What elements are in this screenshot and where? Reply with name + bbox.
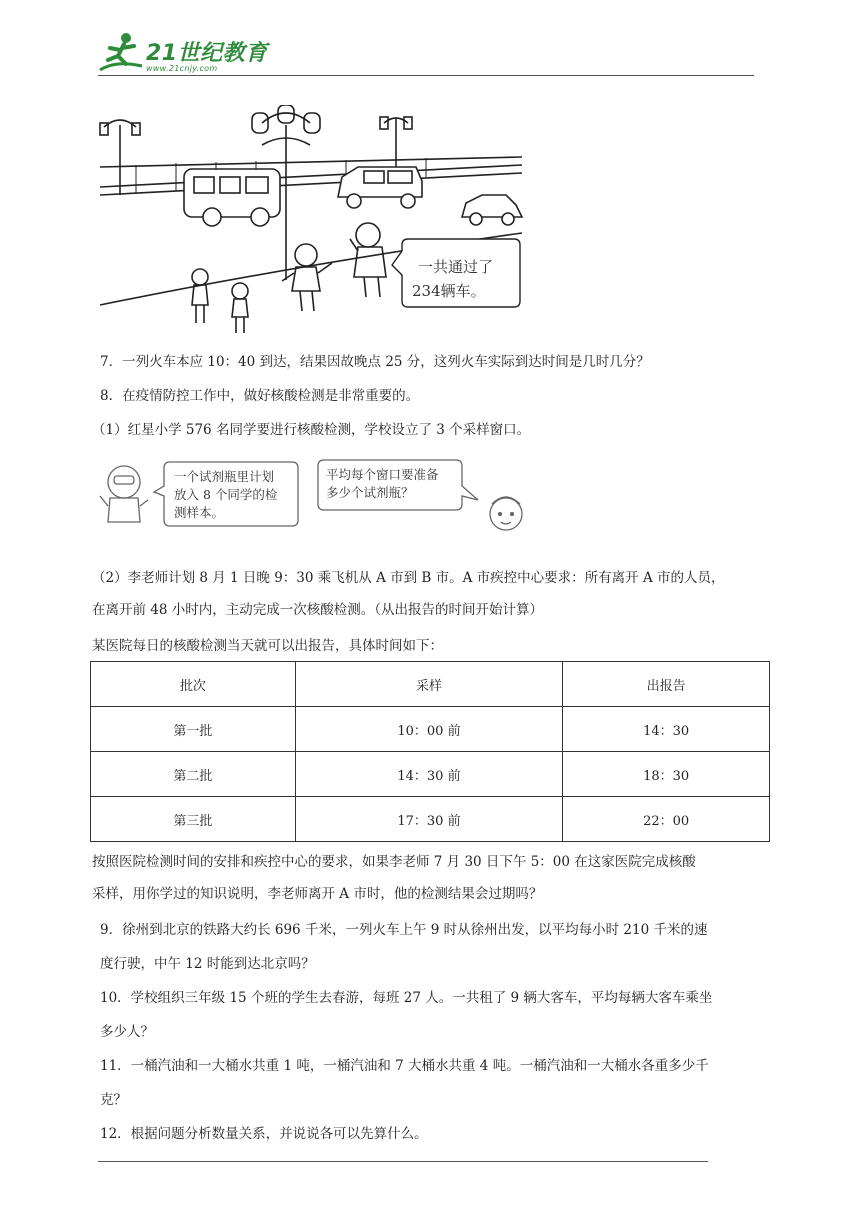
question-8-title: 8．在疫情防控工作中，做好核酸检测是非常重要的。: [100, 388, 420, 404]
girl-icon: [490, 497, 522, 530]
bubble-left-line3: 测样本。: [174, 505, 225, 520]
logo-url: www.21cnjy.com: [146, 64, 218, 73]
table-cell: 第二批: [91, 752, 296, 797]
table-row: [91, 752, 770, 797]
speech-bubble-line1: 一共通过了: [418, 258, 494, 276]
table-header-cell: 采样: [295, 662, 563, 707]
question-9-line1: 9．徐州到北京的铁路大约长 696 千米，一列火车上午 9 时从徐州出发，以平均每小时 210 千米的速: [100, 922, 708, 938]
question-7: 7．一列火车本应 10：40 到达，结果因故晚点 25 分，这列火车实际到达时间是几时几分？: [100, 354, 650, 370]
table-cell: 17：30 前: [295, 797, 563, 842]
table-cell: 14：30: [563, 707, 770, 752]
question-11-line1: 11．一桶汽油和一大桶水共重 1 吨，一桶汽油和 7 大桶水共重 4 吨。一桶汽油和一大桶水各重多少千: [100, 1058, 709, 1074]
table-header-row: [91, 662, 770, 707]
table-header-cell: 批次: [91, 662, 296, 707]
table-cell: 14：30 前: [295, 752, 563, 797]
schedule-table: [90, 661, 770, 842]
bubble-left-line2: 放入 8 个同学的检: [174, 487, 278, 502]
testing-dialogue-illustration: [96, 456, 526, 538]
logo-text: 21世纪教育: [146, 41, 268, 66]
header-rule: [98, 75, 754, 76]
table-row: [91, 797, 770, 842]
footer-rule: [98, 1161, 708, 1162]
table-cell: 10：00 前: [295, 707, 563, 752]
question-8-part2-line2: 在离开前 48 小时内，主动完成一次核酸检测。（从出报告的时间开始计算）: [92, 602, 544, 618]
question-8-after-line2: 采样，用你学过的知识说明，李老师离开 A 市时，他的检测结果会过期吗？: [92, 886, 543, 902]
bubble-right-line2: 多少个试剂瓶？: [326, 485, 414, 500]
table-row: [91, 707, 770, 752]
street-scene-illustration: [96, 105, 526, 340]
question-8-part2-line1: （2）李老师计划 8 月 1 日晚 9：30 乘飞机从 A 市到 B 市。A 市疾控中心要求：所有离开 A 市的人员，: [92, 570, 725, 586]
table-cell: 第三批: [91, 797, 296, 842]
table-header-cell: 出报告: [563, 662, 770, 707]
question-10-line1: 10．学校组织三年级 15 个班的学生去春游，每班 27 人。一共租了 9 辆大客车，平均每辆大客车乘坐: [100, 990, 713, 1006]
question-9-line2: 度行驶，中午 12 时能到达北京吗？: [100, 956, 315, 972]
question-8-intro: 某医院每日的核酸检测当天就可以出报告，具体时间如下：: [92, 638, 443, 654]
speech-bubble-line2: 234辆车。: [412, 282, 486, 300]
question-8-part1: （1）红星小学 576 名同学要进行核酸检测，学校设立了 3 个采样窗口。: [92, 422, 531, 438]
runner-logo-icon: [96, 30, 152, 76]
table-cell: 第一批: [91, 707, 296, 752]
medical-worker-icon: [100, 466, 148, 522]
question-12: 12．根据问题分析数量关系，并说说各可以先算什么。: [100, 1126, 428, 1142]
question-8-after-line1: 按照医院检测时间的安排和疾控中心的要求，如果李老师 7 月 30 日下午 5：00 在这家医院完成核酸: [92, 854, 696, 870]
bubble-right-line1: 平均每个窗口要准备: [326, 467, 439, 482]
question-10-line2: 多少人？: [100, 1024, 154, 1040]
table-cell: 18：30: [563, 752, 770, 797]
question-11-line2: 克？: [100, 1092, 127, 1108]
table-cell: 22：00: [563, 797, 770, 842]
street-lamp-icon: [100, 120, 140, 195]
bubble-left-line1: 一个试剂瓶里计划: [174, 469, 275, 484]
